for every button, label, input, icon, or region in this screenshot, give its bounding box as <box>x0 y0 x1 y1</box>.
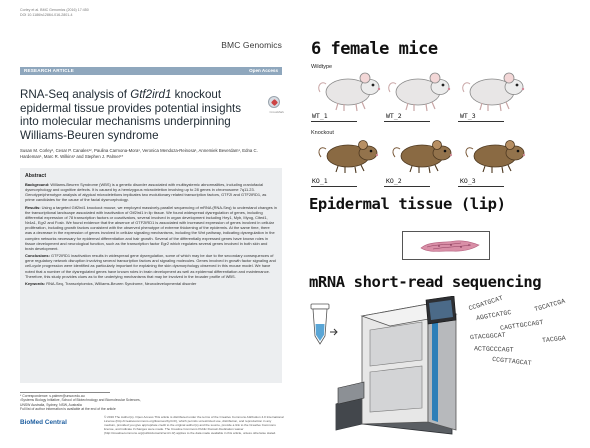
label-underline <box>384 121 430 122</box>
label-underline <box>384 186 430 187</box>
sequence-read: TGCATCGA <box>533 297 567 314</box>
footnote-more: Full list of author information is available at the end of the article <box>20 406 116 411</box>
tissue-slide <box>402 231 490 260</box>
knockout-mouse-icon <box>318 137 382 175</box>
wildtype-group-label: Wildtype <box>311 64 333 70</box>
knockout-mouse-icon <box>465 137 529 175</box>
wildtype-mouse-label: WT_3 <box>460 112 476 120</box>
abstract-results <box>25 205 277 251</box>
sequence-read: CCGATGCAT <box>467 294 504 313</box>
knockout-mouse-label: KO_2 <box>386 177 402 185</box>
wildtype-mouse-icon <box>462 70 526 114</box>
sequence-read: ACTGCCCAGT <box>473 345 514 354</box>
footnote-correspondence: * Correspondence: s.palmer@unsw.edu.au <box>20 394 85 398</box>
open-access-label: Open Access <box>249 68 278 73</box>
paper-first-page <box>20 8 288 434</box>
sequence-read: AGGTCATGC <box>475 308 512 323</box>
background-label: Background: <box>25 182 50 187</box>
citation-line-2: DOI 10.1186/s12864-016-2801-4 <box>20 12 73 17</box>
knockout-mouse-icon <box>392 137 456 175</box>
sequence-read: GTACGGCAT <box>469 331 506 342</box>
results-text: Using a targeted Gtf2ird1 knockout mouse, we employed massively-parallel sequencing of mRNA (RNA-Seq) to understand changes in the transcriptional landscape associated with inactivation of Gtf2ird1 in lip tissue. We found widespread dysregulation of genes, including differential expression of 78 transcription factors or coactivators, several involved in organ development including Hey1, Myb, Myog, Cited1, Nr4a1, Egr2 and Fosb. We found evidence that the absence of GTF2IRD1 is associated with increased expression of genes involved in cellular proliferation, including growth factors consistent with the observed phenotype of extreme thickening of the epidermis. At the same time, there was a decrease in the expression of genes involved in cellular signaling mechanisms, including the Wnt pathway, indicating dysregulation in the complex networks necessary for epidermal differentiation and hair growth. Several of the differentially expressed genes have known roles in tissue development and neurological function, such as the transcription factor Egr2 which regulates several genes involved in both skin and brain development. <box>25 204 277 251</box>
license-text: © 2016 The Author(s). Open Access This article is distributed under the terms of the Creative Commons Attribution 4.0 International License (http://creativecommons.org/licenses/by/4.0/), which permits unrestricted use, distribution, and reproduction in any medium, provided you give appropriate credit to the original author(s) and the source, provide a link to the Creative Commons license, and indicate if changes were made. The Creative Commons Public Domain Dedication waiver (http://creativecommons.org/publicdomain/zero/1.0/) applies to the data made available in this article, unless otherwise stated. <box>104 415 284 435</box>
sequencer-machine-icon <box>332 296 472 446</box>
conclusions-text: GTF2IRD1 inactivation results in widespread gene dysregulation, some of which may be due to the secondary consequences of gene regulatory network disruption involving several transcription factors and signaling molecules. Genes involved in growth factor signaling and cell-cycle progression were identified as particularly important for explaining the skin dysmorphology observed in this mouse model. We have noted that a number of the dysregulated genes have known roles in brain development as well as epidermal differentiation and maintenance. Therefore, this study provides clues as to the underlying mechanisms that may be involved in the broader profile of WBS. <box>25 253 276 279</box>
author-list: Susan M. Corley¹, Cesar P. Canales¹², Paulina Carmona-Mora¹, Veronica Mendoza-Reinosa¹, Annemiek Beverdam¹, Edna C. Hardeman¹, Marc R. Wilkins¹ and Stephen J. Palmer¹* <box>20 148 258 159</box>
mice-heading: 6 female mice <box>311 39 438 59</box>
tissue-heading: Epidermal tissue (lip) <box>309 195 506 213</box>
wildtype-mouse-label: WT_2 <box>386 112 402 120</box>
abstract-conclusions <box>25 253 277 279</box>
knockout-mouse-label: KO_3 <box>460 177 476 185</box>
article-type: RESEARCH ARTICLE <box>24 68 74 73</box>
crossmark-icon <box>268 96 280 108</box>
knockout-group-label: Knockout <box>311 130 334 136</box>
crossmark-label: CrossMark <box>269 110 284 114</box>
abstract-background <box>25 182 277 203</box>
label-underline <box>458 121 504 122</box>
label-underline <box>311 121 357 122</box>
label-underline <box>458 186 504 187</box>
publisher-logo: BioMed Central <box>20 419 67 426</box>
sequence-read: CCGTTAGCAT <box>491 355 532 368</box>
footnote-divider <box>20 392 110 393</box>
footnote-affiliation: ¹Systems Biology Initiative, School of Biotechnology and Biomolecular Sciences, UNSW Australia, Sydney, NSW, Australia <box>20 398 141 407</box>
results-label: Results: <box>25 204 41 210</box>
wildtype-mouse-icon <box>318 70 382 114</box>
background-text: Williams-Beuren Syndrome (WBS) is a genetic disorder associated with multisystemic abnormalities, including craniofacial dysmorphology and cognitive defects. It is caused by a hemizygous microdeletion involving up to 28 genes in chromosome 7q11.23. Genotype/phenotype analysis of atypical microdeletions implicates two evolutionary related transcription factors, GTF2I and GTF2IRD1, as prime candidates for the cause of the facial dysmorphology. <box>25 182 267 203</box>
title-part-1: RNA-Seq analysis of <box>20 88 131 101</box>
footnotes <box>20 394 150 411</box>
keywords-text: RNA-Seq, Transcriptomics, Williams-Beuren Syndrome, Neurodevelopmental disorder <box>45 280 197 286</box>
sequence-read: TACGGA <box>541 334 567 345</box>
journal-name: BMC Genomics <box>221 40 282 50</box>
abstract-heading: Abstract <box>25 173 47 179</box>
citation <box>20 8 89 17</box>
article-banner <box>20 67 282 75</box>
conclusions-label: Conclusions: <box>25 253 50 259</box>
citation-line-1: Corley et al. BMC Genomics (2016) 17:450 <box>20 8 89 12</box>
title-part-2: knockout epidermal tissue provides potential insights into molecular mechanisms underpinning Williams-Beuren syndrome <box>20 88 242 142</box>
wildtype-mouse-label: WT_1 <box>312 112 328 120</box>
wildtype-mouse-icon <box>388 70 452 114</box>
tissue-section-image <box>403 232 489 259</box>
title-gene: Gtf2ird1 <box>130 88 172 101</box>
knockout-mouse-label: KO_1 <box>312 177 328 185</box>
sequencing-heading: mRNA short-read sequencing <box>309 273 542 291</box>
paper-title <box>20 88 250 142</box>
abstract-box <box>20 168 282 383</box>
label-underline <box>311 186 357 187</box>
sequence-read: CAGTTGCCAGT <box>499 319 544 332</box>
abstract-keywords <box>25 281 277 286</box>
keywords-label: Keywords: <box>25 280 46 286</box>
